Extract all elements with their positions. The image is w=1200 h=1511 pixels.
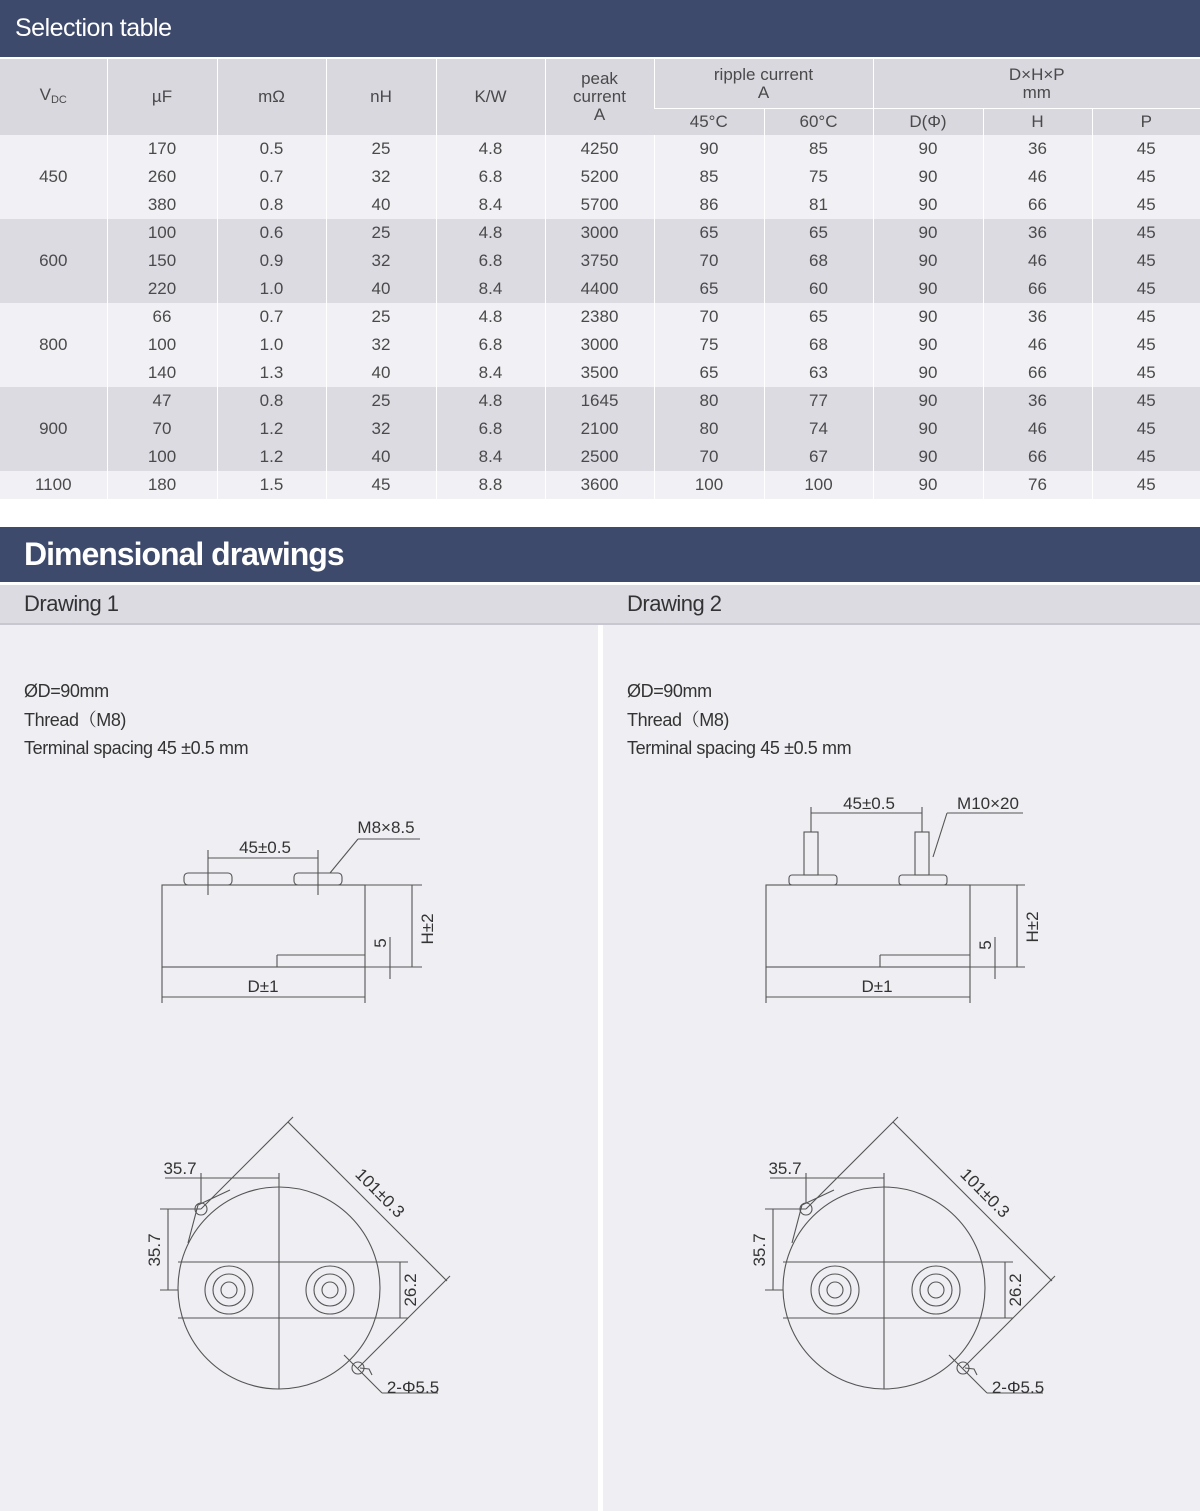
cell-kw: 6.8 [436,247,545,275]
cell-kw: 8.4 [436,359,545,387]
cell-peak-current: 3750 [545,247,654,275]
cell-mohm: 1.0 [217,275,326,303]
cell-diameter: 90 [873,275,983,303]
cell-peak-current: 5200 [545,163,654,191]
cell-height: 36 [983,219,1092,247]
cell-mohm: 0.6 [217,219,326,247]
cell-vdc: 900 [0,387,107,471]
cell-ripple-45c: 65 [654,275,764,303]
drawing-2-terminal-right [899,875,947,885]
cell-ripple-60c: 68 [764,331,873,359]
drawing-1-thread-label: M8×8.5 [357,818,415,837]
cell-kw: 6.8 [436,163,545,191]
cell-nh: 25 [326,303,436,331]
cell-mohm: 1.0 [217,331,326,359]
table-row [0,443,1200,471]
cell-nh: 40 [326,275,436,303]
drawing-2-diameter-label: D±1 [861,977,893,996]
drawing-1-terminal-distance-label: 26.2 [401,1273,420,1307]
drawing-2-spacing-label: 45±0.5 [843,794,895,813]
cell-diameter: 90 [873,331,983,359]
cell-peak-current: 5700 [545,191,654,219]
cell-pitch: 45 [1092,219,1200,247]
cell-vdc: 800 [0,303,107,387]
cell-ripple-45c: 85 [654,163,764,191]
cell-kw: 6.8 [436,331,545,359]
cell-height: 46 [983,163,1092,191]
header-uf: µF [107,59,217,135]
drawing-1-terminal-bottom-right [306,1266,354,1314]
cell-nh: 32 [326,331,436,359]
cell-mohm: 1.2 [217,443,326,471]
drawing-2-note-diameter: ØD=90mm [627,681,712,701]
table-row [0,415,1200,443]
drawing-2-title: Drawing 2 [603,585,1200,625]
cell-diameter: 90 [873,219,983,247]
cell-ripple-60c: 65 [764,219,873,247]
cell-kw: 4.8 [436,219,545,247]
cell-vdc: 1100 [0,471,107,499]
cell-ripple-60c: 68 [764,247,873,275]
cell-mohm: 0.7 [217,303,326,331]
cell-ripple-45c: 70 [654,247,764,275]
cell-uf: 170 [107,135,217,163]
cell-pitch: 45 [1092,359,1200,387]
cell-diameter: 90 [873,247,983,275]
cell-peak-current: 1645 [545,387,654,415]
cell-nh: 40 [326,359,436,387]
cell-mohm: 0.7 [217,163,326,191]
drawing-1-diagram [0,585,598,1511]
cell-pitch: 45 [1092,387,1200,415]
table-row [0,275,1200,303]
cell-uf: 150 [107,247,217,275]
drawing-2-holes-label: 2-Φ5.5 [991,1378,1045,1397]
drawing-2-terminal-distance-label: 26.2 [1006,1273,1025,1307]
cell-vdc: 600 [0,219,107,303]
cell-diameter: 90 [873,359,983,387]
cell-pitch: 45 [1092,303,1200,331]
cell-ripple-60c: 75 [764,163,873,191]
cell-height: 36 [983,135,1092,163]
drawing-2-horizontal-offset-label: 35.7 [768,1159,802,1178]
cell-peak-current: 4400 [545,275,654,303]
drawing-1-diameter-label: D±1 [247,977,279,996]
drawing-1-offset-label: 5 [371,938,390,948]
cell-height: 36 [983,303,1092,331]
cell-pitch: 45 [1092,247,1200,275]
cell-nh: 25 [326,219,436,247]
table-row [0,331,1200,359]
cell-nh: 40 [326,191,436,219]
drawing-1-holes-label: 2-Φ5.5 [386,1378,440,1397]
cell-ripple-45c: 70 [654,443,764,471]
cell-mohm: 1.3 [217,359,326,387]
selection-table-body [0,135,1200,499]
table-row [0,191,1200,219]
cell-mohm: 1.2 [217,415,326,443]
drawing-2-diagonal-label: 101±0.3 [956,1164,1014,1222]
cell-mohm: 0.8 [217,387,326,415]
drawing-1-title: Drawing 1 [0,585,622,625]
cell-pitch: 45 [1092,135,1200,163]
cell-ripple-45c: 65 [654,219,764,247]
cell-nh: 40 [326,443,436,471]
cell-height: 46 [983,415,1092,443]
cell-vdc: 450 [0,135,107,219]
cell-ripple-45c: 65 [654,359,764,387]
cell-height: 66 [983,191,1092,219]
cell-uf: 380 [107,191,217,219]
table-row [0,247,1200,275]
cell-kw: 4.8 [436,303,545,331]
cell-mohm: 0.8 [217,191,326,219]
drawing-2-thread-label: M10×20 [957,794,1019,813]
drawing-2-terminal-left [789,875,837,885]
cell-diameter: 90 [873,163,983,191]
drawing-1-note-thread: Thread（M8) [24,709,127,730]
cell-peak-current: 2100 [545,415,654,443]
table-row [0,471,1200,499]
cell-kw: 6.8 [436,415,545,443]
cell-diameter: 90 [873,387,983,415]
cell-ripple-60c: 77 [764,387,873,415]
cell-ripple-45c: 80 [654,387,764,415]
drawing-2-panel [603,585,1200,1511]
cell-uf: 180 [107,471,217,499]
cell-uf: 100 [107,219,217,247]
cell-nh: 25 [326,387,436,415]
cell-mohm: 1.5 [217,471,326,499]
table-row [0,387,1200,415]
header-h: H [983,109,1092,136]
cell-diameter: 90 [873,471,983,499]
cell-kw: 8.4 [436,191,545,219]
selection-table-header [0,0,1200,57]
cell-pitch: 45 [1092,443,1200,471]
cell-height: 66 [983,275,1092,303]
cell-pitch: 45 [1092,191,1200,219]
cell-uf: 70 [107,415,217,443]
cell-ripple-60c: 65 [764,303,873,331]
cell-uf: 140 [107,359,217,387]
cell-nh: 25 [326,135,436,163]
drawing-2-note-spacing: Terminal spacing 45 ±0.5 mm [627,738,852,758]
cell-uf: 47 [107,387,217,415]
dimensional-drawings-title: Dimensional drawings [24,536,344,572]
drawing-1-spacing-label: 45±0.5 [239,838,291,857]
dimensional-drawings-header [0,527,1200,582]
cell-height: 36 [983,387,1092,415]
selection-table-title: Selection table [15,14,172,42]
cell-ripple-45c: 86 [654,191,764,219]
cell-kw: 4.8 [436,387,545,415]
cell-diameter: 90 [873,191,983,219]
cell-pitch: 45 [1092,331,1200,359]
drawing-1-horizontal-offset-label: 35.7 [163,1159,197,1178]
cell-peak-current: 4250 [545,135,654,163]
drawing-1-note-spacing: Terminal spacing 45 ±0.5 mm [24,738,249,758]
selection-table [0,59,1200,499]
cell-diameter: 90 [873,415,983,443]
table-row [0,163,1200,191]
header-p: P [1092,109,1200,136]
cell-kw: 8.4 [436,443,545,471]
header-peak-current: peak current A [545,59,654,135]
drawing-2-terminal-bottom-right [912,1266,960,1314]
cell-ripple-45c: 100 [654,471,764,499]
cell-ripple-60c: 74 [764,415,873,443]
cell-uf: 100 [107,443,217,471]
cell-nh: 32 [326,247,436,275]
cell-peak-current: 3000 [545,219,654,247]
cell-mohm: 0.5 [217,135,326,163]
cell-height: 46 [983,331,1092,359]
header-ripple-current: ripple current A [654,59,873,109]
cell-pitch: 45 [1092,275,1200,303]
drawing-1-vertical-offset-label: 35.7 [145,1233,164,1267]
cell-ripple-60c: 85 [764,135,873,163]
cell-peak-current: 3600 [545,471,654,499]
cell-ripple-45c: 90 [654,135,764,163]
cell-kw: 8.8 [436,471,545,499]
cell-uf: 220 [107,275,217,303]
drawing-1-height-label: H±2 [418,913,437,945]
cell-pitch: 45 [1092,415,1200,443]
cell-peak-current: 3000 [545,331,654,359]
table-row [0,303,1200,331]
cell-diameter: 90 [873,443,983,471]
header-vdc: $V_{DC}$ [0,59,107,135]
cell-uf: 100 [107,331,217,359]
drawing-1-diagonal-label: 101±0.3 [351,1164,409,1222]
table-row [0,359,1200,387]
header-mohm: mΩ [217,59,326,135]
cell-ripple-60c: 81 [764,191,873,219]
cell-ripple-45c: 80 [654,415,764,443]
cell-ripple-60c: 60 [764,275,873,303]
cell-height: 76 [983,471,1092,499]
cell-diameter: 90 [873,303,983,331]
header-dimensions: D×H×P mm [873,59,1200,109]
cell-height: 66 [983,359,1092,387]
cell-ripple-60c: 100 [764,471,873,499]
drawing-2-height-label: H±2 [1023,911,1042,943]
cell-ripple-45c: 75 [654,331,764,359]
cell-pitch: 45 [1092,163,1200,191]
drawing-2-offset-label: 5 [976,940,995,950]
cell-kw: 4.8 [436,135,545,163]
header-kw: K/W [436,59,545,135]
drawing-1-terminal-bottom-left [205,1266,253,1314]
cell-nh: 45 [326,471,436,499]
cell-nh: 32 [326,415,436,443]
cell-height: 46 [983,247,1092,275]
cell-pitch: 45 [1092,471,1200,499]
cell-uf: 260 [107,163,217,191]
drawing-2-vertical-offset-label: 35.7 [750,1233,769,1267]
header-nh: nH [326,59,436,135]
cell-height: 66 [983,443,1092,471]
cell-ripple-60c: 67 [764,443,873,471]
cell-peak-current: 3500 [545,359,654,387]
drawing-2-diagram [603,585,1200,1511]
cell-mohm: 0.9 [217,247,326,275]
header-45c: 45°C [654,109,764,136]
cell-ripple-45c: 70 [654,303,764,331]
cell-diameter: 90 [873,135,983,163]
cell-peak-current: 2500 [545,443,654,471]
cell-ripple-60c: 63 [764,359,873,387]
table-row [0,135,1200,163]
drawing-1-panel [0,585,598,1511]
header-d: D(Φ) [873,109,983,136]
drawing-1-note-diameter: ØD=90mm [24,681,109,701]
cell-nh: 32 [326,163,436,191]
table-row [0,219,1200,247]
cell-uf: 66 [107,303,217,331]
cell-kw: 8.4 [436,275,545,303]
cell-peak-current: 2380 [545,303,654,331]
drawing-2-terminal-bottom-left [811,1266,859,1314]
header-60c: 60°C [764,109,873,136]
drawing-2-note-thread: Thread（M8) [627,709,730,730]
